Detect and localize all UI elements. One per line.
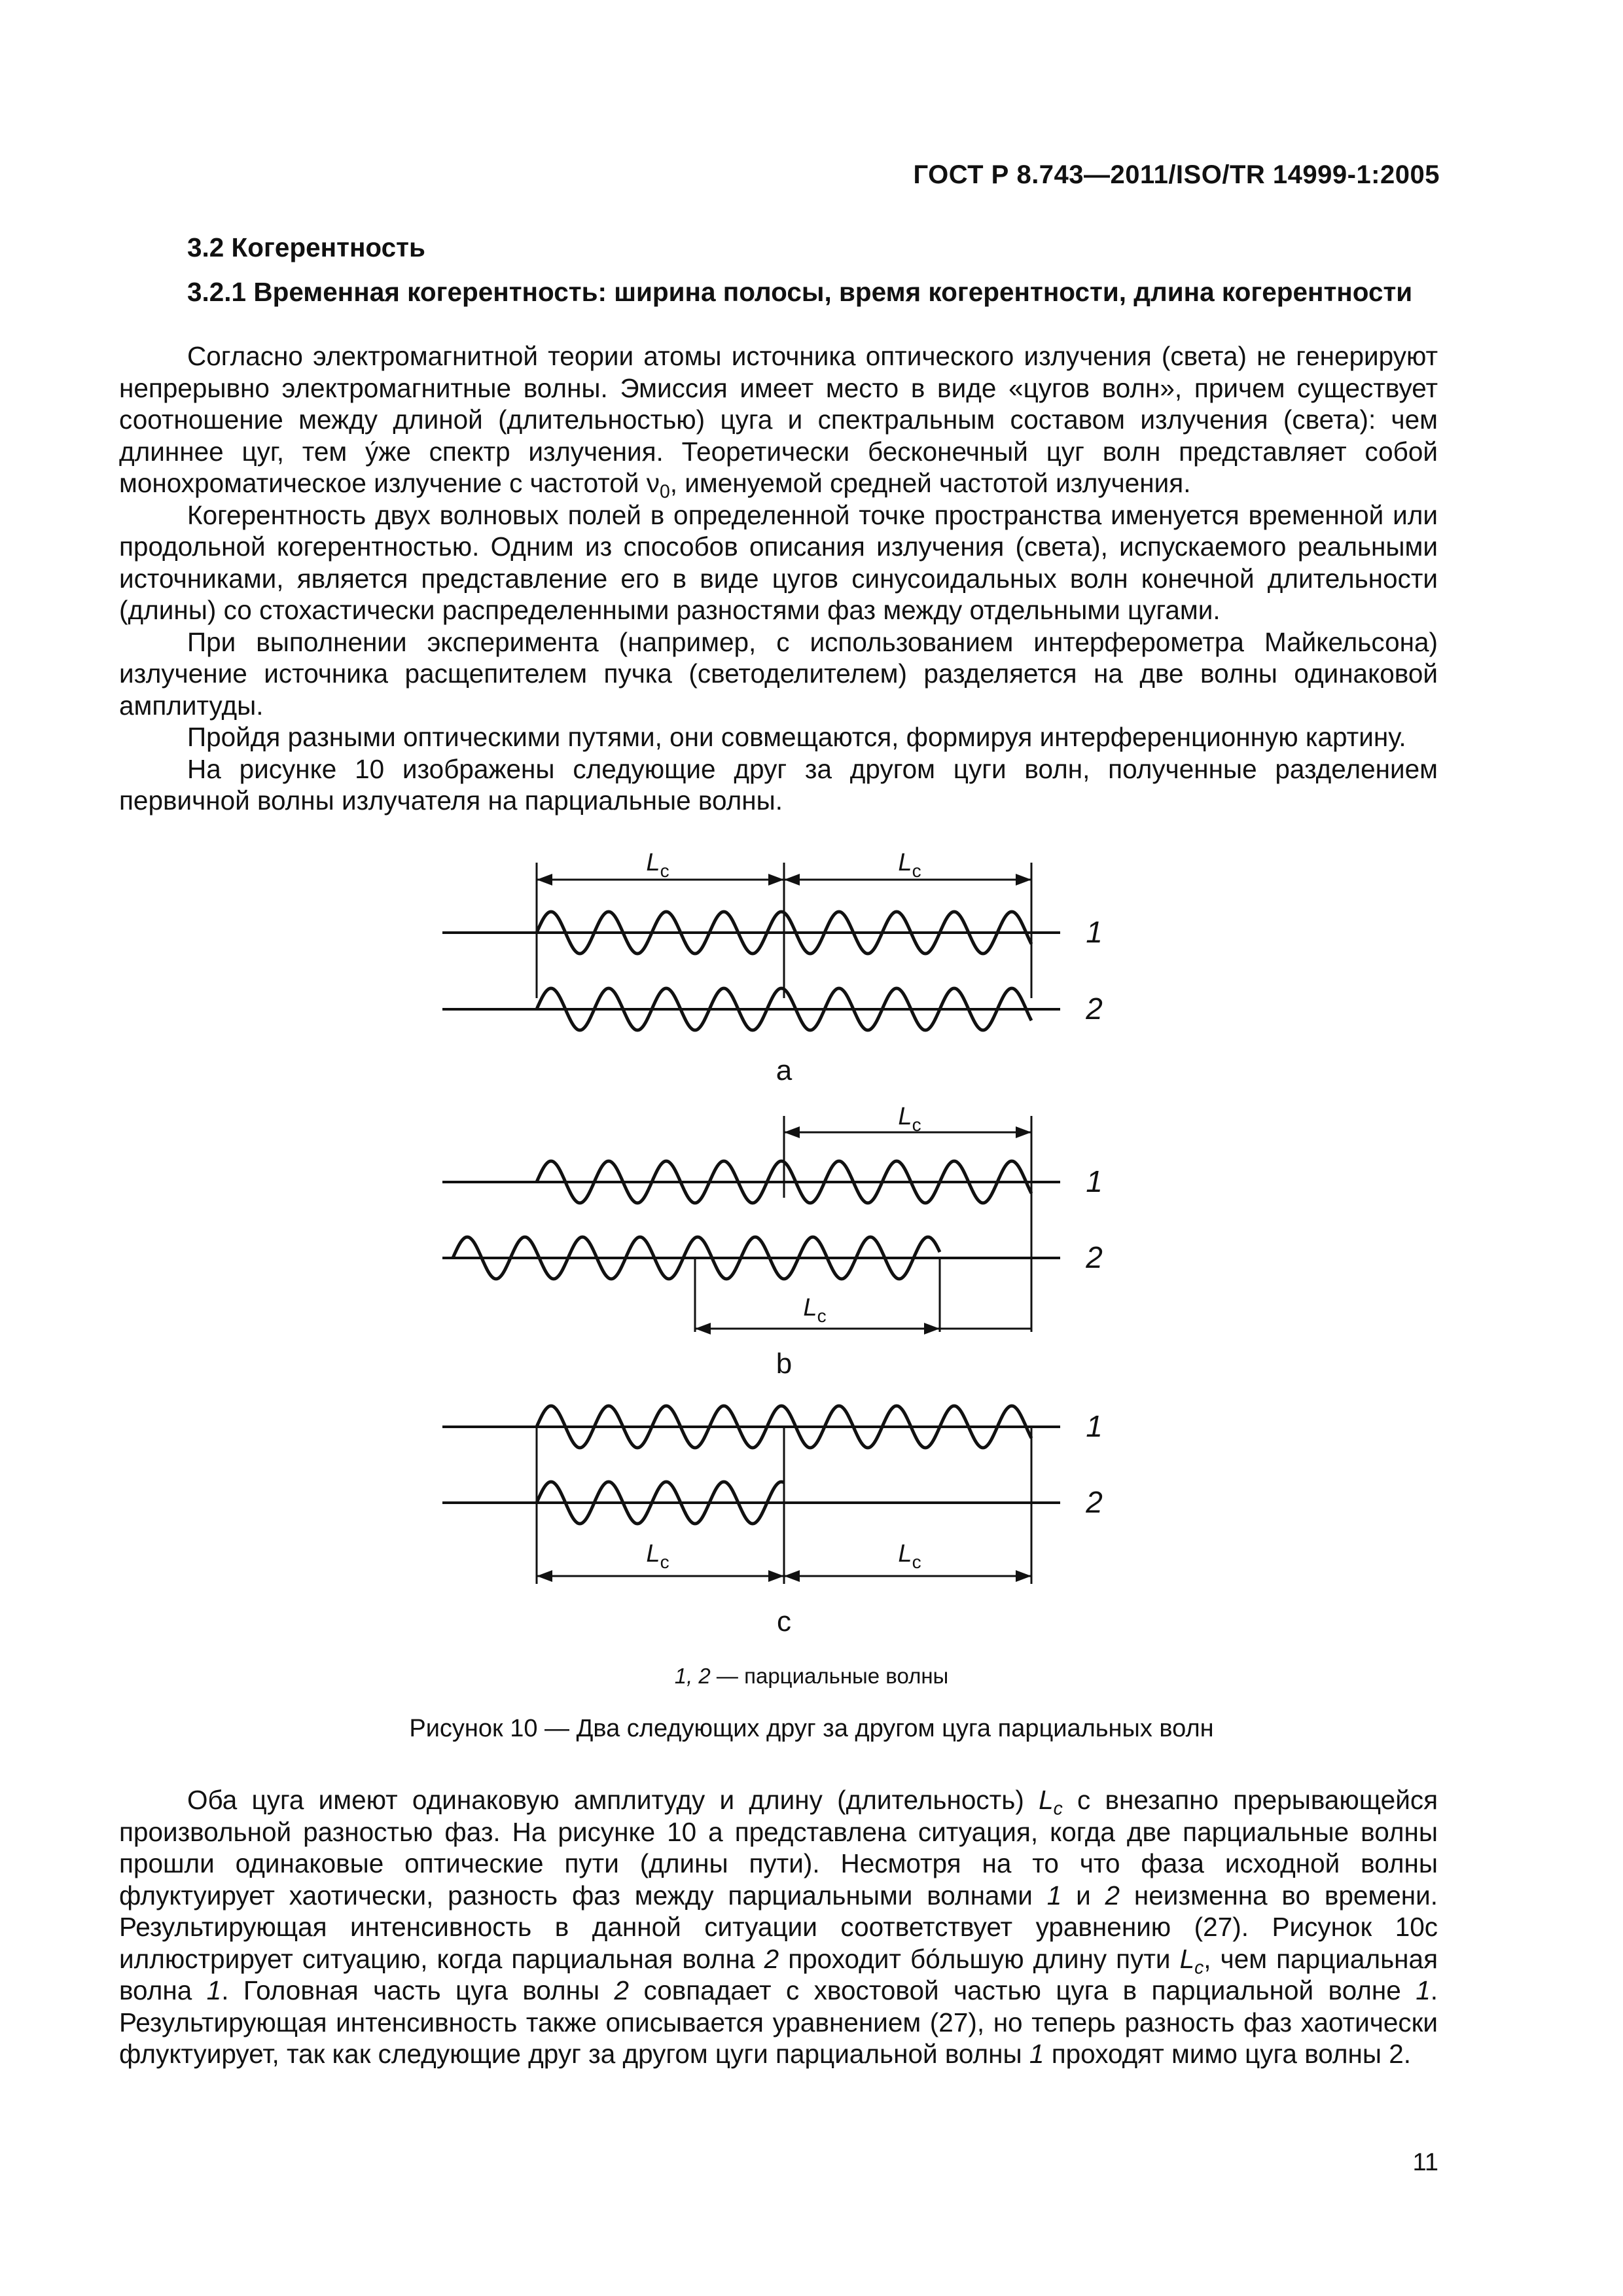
- wave-ref: 1: [1046, 1880, 1062, 1910]
- arrowhead-icon: [1016, 874, 1031, 886]
- p6-t6: , чем парциальная волна: [119, 1943, 1438, 2005]
- arrowhead-icon: [1016, 1570, 1031, 1582]
- wave-label-1: 1: [1086, 1409, 1103, 1443]
- wave-ref: 2: [614, 1975, 630, 2005]
- arrowhead-icon: [784, 1126, 800, 1138]
- arrowhead-icon: [784, 1570, 800, 1582]
- lc-label: $L_c$: [898, 849, 921, 881]
- arrowhead-icon: [1016, 1126, 1031, 1138]
- arrowhead-icon: [768, 1570, 784, 1582]
- wave-ref: 2: [764, 1943, 779, 1974]
- paragraph-6: [119, 1784, 1438, 2070]
- p6-t2: с внезапно прерывающейся произвольной разностью фаз. На рисунке 10 а представлена ситуация, когда две парциальные волны прошли одинаковые оптические пути (длины пути). Несмотря на то что фаза исходной волны флуктуирует хаотически, разность фаз между парциальными волнами: [119, 1785, 1438, 1910]
- nu-symbol: ν: [646, 468, 660, 498]
- wave-label-2: 2: [1086, 1485, 1103, 1519]
- paragraph-2: Когерентность двух волновых полей в определенной точке пространства именуется временной или продольной когерентностью. Одним из способов описания излучения (света), испускаемого реальными источниками, является представление его в виде цугов синусоидальных волн конечной длительности (длины) со стохастически распределенными разностями фаз между отдельными цугами.: [119, 499, 1438, 625]
- p6-t4: неизменна во времени. Результирующая интенсивность в данной ситуации соответствует уравнению (27). Рисунок 10c иллюстрирует ситуацию, когда парциальная волна: [119, 1880, 1438, 1974]
- section-heading: 3.2 Когерентность: [187, 232, 425, 262]
- paragraph-1-text: Согласно электромагнитной теории атомы источника оптического излучения (света) не генерируют непрерывно электромагнитные волны. Эмиссия имеет место в виде «цугов волн», причем существует соотношение между длиной (длительностью) цуга и спектральным составом излучения (света): чем длиннее цуг, тем у́же спектр излучения. Теоретически бесконечный цуг волн представляет собой монохроматическое излучение с частотой: [119, 341, 1438, 498]
- p6-t5: проходит бо́льшую длину пути: [779, 1943, 1180, 1974]
- wave-ref: 1: [206, 1975, 222, 2005]
- paragraph-3: При выполнении эксперимента (например, с использованием интерферометра Майкельсона) излучение источника расщепителем пучка (светоделителем) разделяется на две волны одинаковой амплитуды.: [119, 626, 1438, 721]
- lc-label: $L_c$: [898, 1103, 921, 1135]
- arrowhead-icon: [537, 874, 552, 886]
- p6-t10: проходят мимо цуга волны 2.: [1044, 2039, 1412, 2069]
- wave-ref: 1: [1029, 2039, 1044, 2069]
- legend-wave-numbers: 1, 2: [674, 1664, 711, 1688]
- wave-ref: 2: [1105, 1880, 1120, 1910]
- paragraph-4: Пройдя разными оптическими путями, они совмещаются, формируя интерференционную картину.: [187, 722, 1406, 752]
- figure-legend: [0, 1664, 1623, 1689]
- lc-label: $L_c$: [646, 1540, 669, 1572]
- lc-label: $L_c$: [646, 849, 669, 881]
- discussion-text: [119, 1784, 1438, 2070]
- figure-caption: Рисунок 10 — Два следующих друг за другом цуга парциальных волн: [409, 1715, 1214, 1742]
- lc-label: $L_c$: [898, 1540, 921, 1572]
- lc-symbol: L: [1039, 1785, 1054, 1815]
- lc-subscript: c: [1053, 1798, 1063, 1820]
- wave-label-1: 1: [1086, 1164, 1103, 1198]
- wave-label-2: 2: [1086, 992, 1103, 1026]
- p6-t7: . Головная часть цуга волны: [221, 1975, 615, 2005]
- lc-subscript: c: [1194, 1957, 1204, 1978]
- arrowhead-icon: [924, 1323, 940, 1335]
- p6-t3: и: [1061, 1880, 1105, 1910]
- panel-label-b: b: [776, 1348, 793, 1380]
- paragraph-1-tail: , именуемой средней частотой излучения.: [669, 468, 1191, 498]
- p6-t8: совпадает с хвостовой частью цуга в парциальной волне: [629, 1975, 1416, 2005]
- arrowhead-icon: [695, 1323, 711, 1335]
- paragraph-5: На рисунке 10 изображены следующие друг за другом цуги волн, полученные разделением первичной волны излучателя на парциальные волны.: [119, 753, 1438, 816]
- arrowhead-icon: [537, 1570, 552, 1582]
- nu-subscript: 0: [659, 481, 670, 503]
- legend-text: — парциальные волны: [710, 1664, 949, 1688]
- lc-label: $L_c$: [803, 1294, 827, 1326]
- arrowhead-icon: [784, 874, 800, 886]
- wave-label-1: 1: [1086, 915, 1103, 949]
- panel-label-a: a: [776, 1054, 793, 1086]
- p6-t1: Оба цуга имеют одинаковую амплитуду и длину (длительность): [187, 1785, 1039, 1815]
- document-header: ГОСТ Р 8.743—2011/ISO/TR 14999-1:2005: [913, 160, 1440, 189]
- page-number: 11: [1412, 2149, 1438, 2176]
- arrowhead-icon: [768, 874, 784, 886]
- subsection-heading: 3.2.1 Временная когерентность: ширина полосы, время когерентности, длина когерентности: [187, 277, 1413, 307]
- lc-symbol: L: [1179, 1943, 1195, 1974]
- wave-ref: 1: [1416, 1975, 1431, 2005]
- wave-label-2: 2: [1086, 1240, 1103, 1274]
- panel-label-c: c: [777, 1605, 791, 1638]
- p6-t9: . Результирующая интенсивность также описывается уравнением (27), но теперь разность фаз хаотически флуктуирует, так как следующие друг за другом цуги парциальной волны: [119, 1975, 1438, 2069]
